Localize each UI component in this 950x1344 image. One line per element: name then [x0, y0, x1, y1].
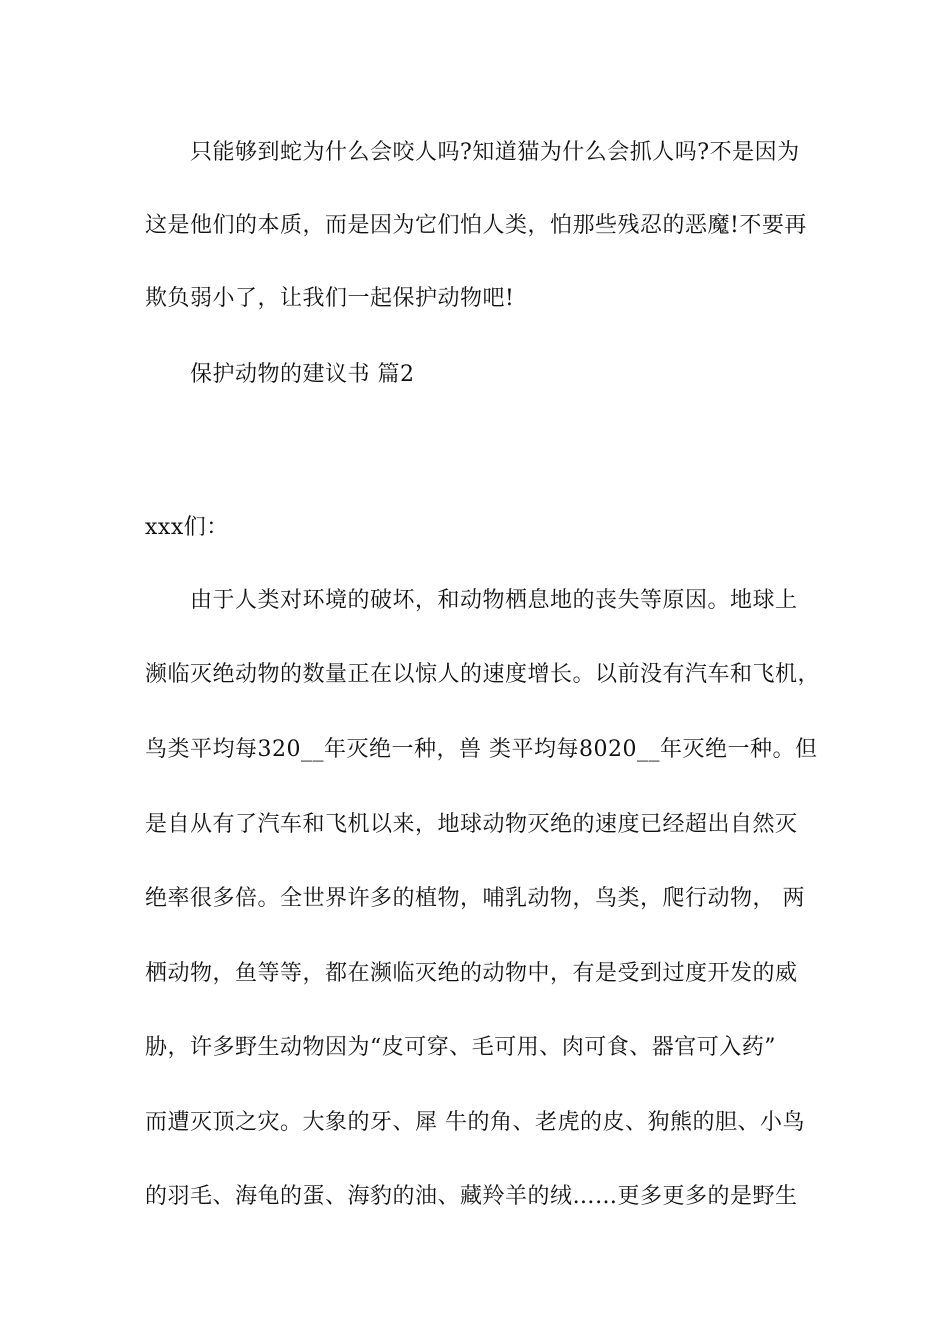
paragraph-2-line-4: 是自从有了汽车和飞机以来，地球动物灭绝的速度已经超出自然灭 — [145, 812, 798, 837]
paragraph-2-line-2: 濒临灭绝动物的数量正在以惊人的速度增长。以前没有汽车和飞机， — [145, 662, 821, 687]
salutation: xxx们： — [145, 515, 229, 540]
paragraph-1-line-3: 欺负弱小了，让我们一起保护动物吧! — [145, 286, 515, 311]
paragraph-1-line-2: 这是他们的本质，而是因为它们怕人类，怕那些残忍的恶魔!不要再 — [145, 213, 807, 238]
paragraph-2-line-6: 栖动物，鱼等等，都在濒临灭绝的动物中，有是受到过度开发的威 — [145, 961, 798, 986]
paragraph-2-line-8: 而遭灭顶之灾。大象的牙、犀 牛的角、老虎的皮、狗熊的胆、小鸟 — [145, 1110, 805, 1135]
paragraph-2-line-9: 的羽毛、海龟的蛋、海豹的油、藏羚羊的绒……更多更多的是野生 — [145, 1184, 798, 1209]
paragraph-1-line-1: 只能够到蛇为什么会咬人吗?知道猫为什么会抓人吗?不是因为 — [190, 140, 800, 165]
paragraph-2-line-3: 鸟类平均每320__年灭绝一种，兽 类平均每8020__年灭绝一种。但 — [145, 737, 818, 762]
paragraph-2-line-5: 绝率很多倍。全世界许多的植物，哺乳动物，鸟类，爬行动物， 两 — [145, 886, 805, 911]
section-heading: 保护动物的建议书 篇2 — [190, 362, 415, 387]
paragraph-2-line-1: 由于人类对环境的破坏，和动物栖息地的丧失等原因。地球上 — [190, 588, 798, 613]
paragraph-2-line-7: 胁，许多野生动物因为“皮可穿、毛可用、肉可食、器官可入药” — [145, 1035, 776, 1060]
